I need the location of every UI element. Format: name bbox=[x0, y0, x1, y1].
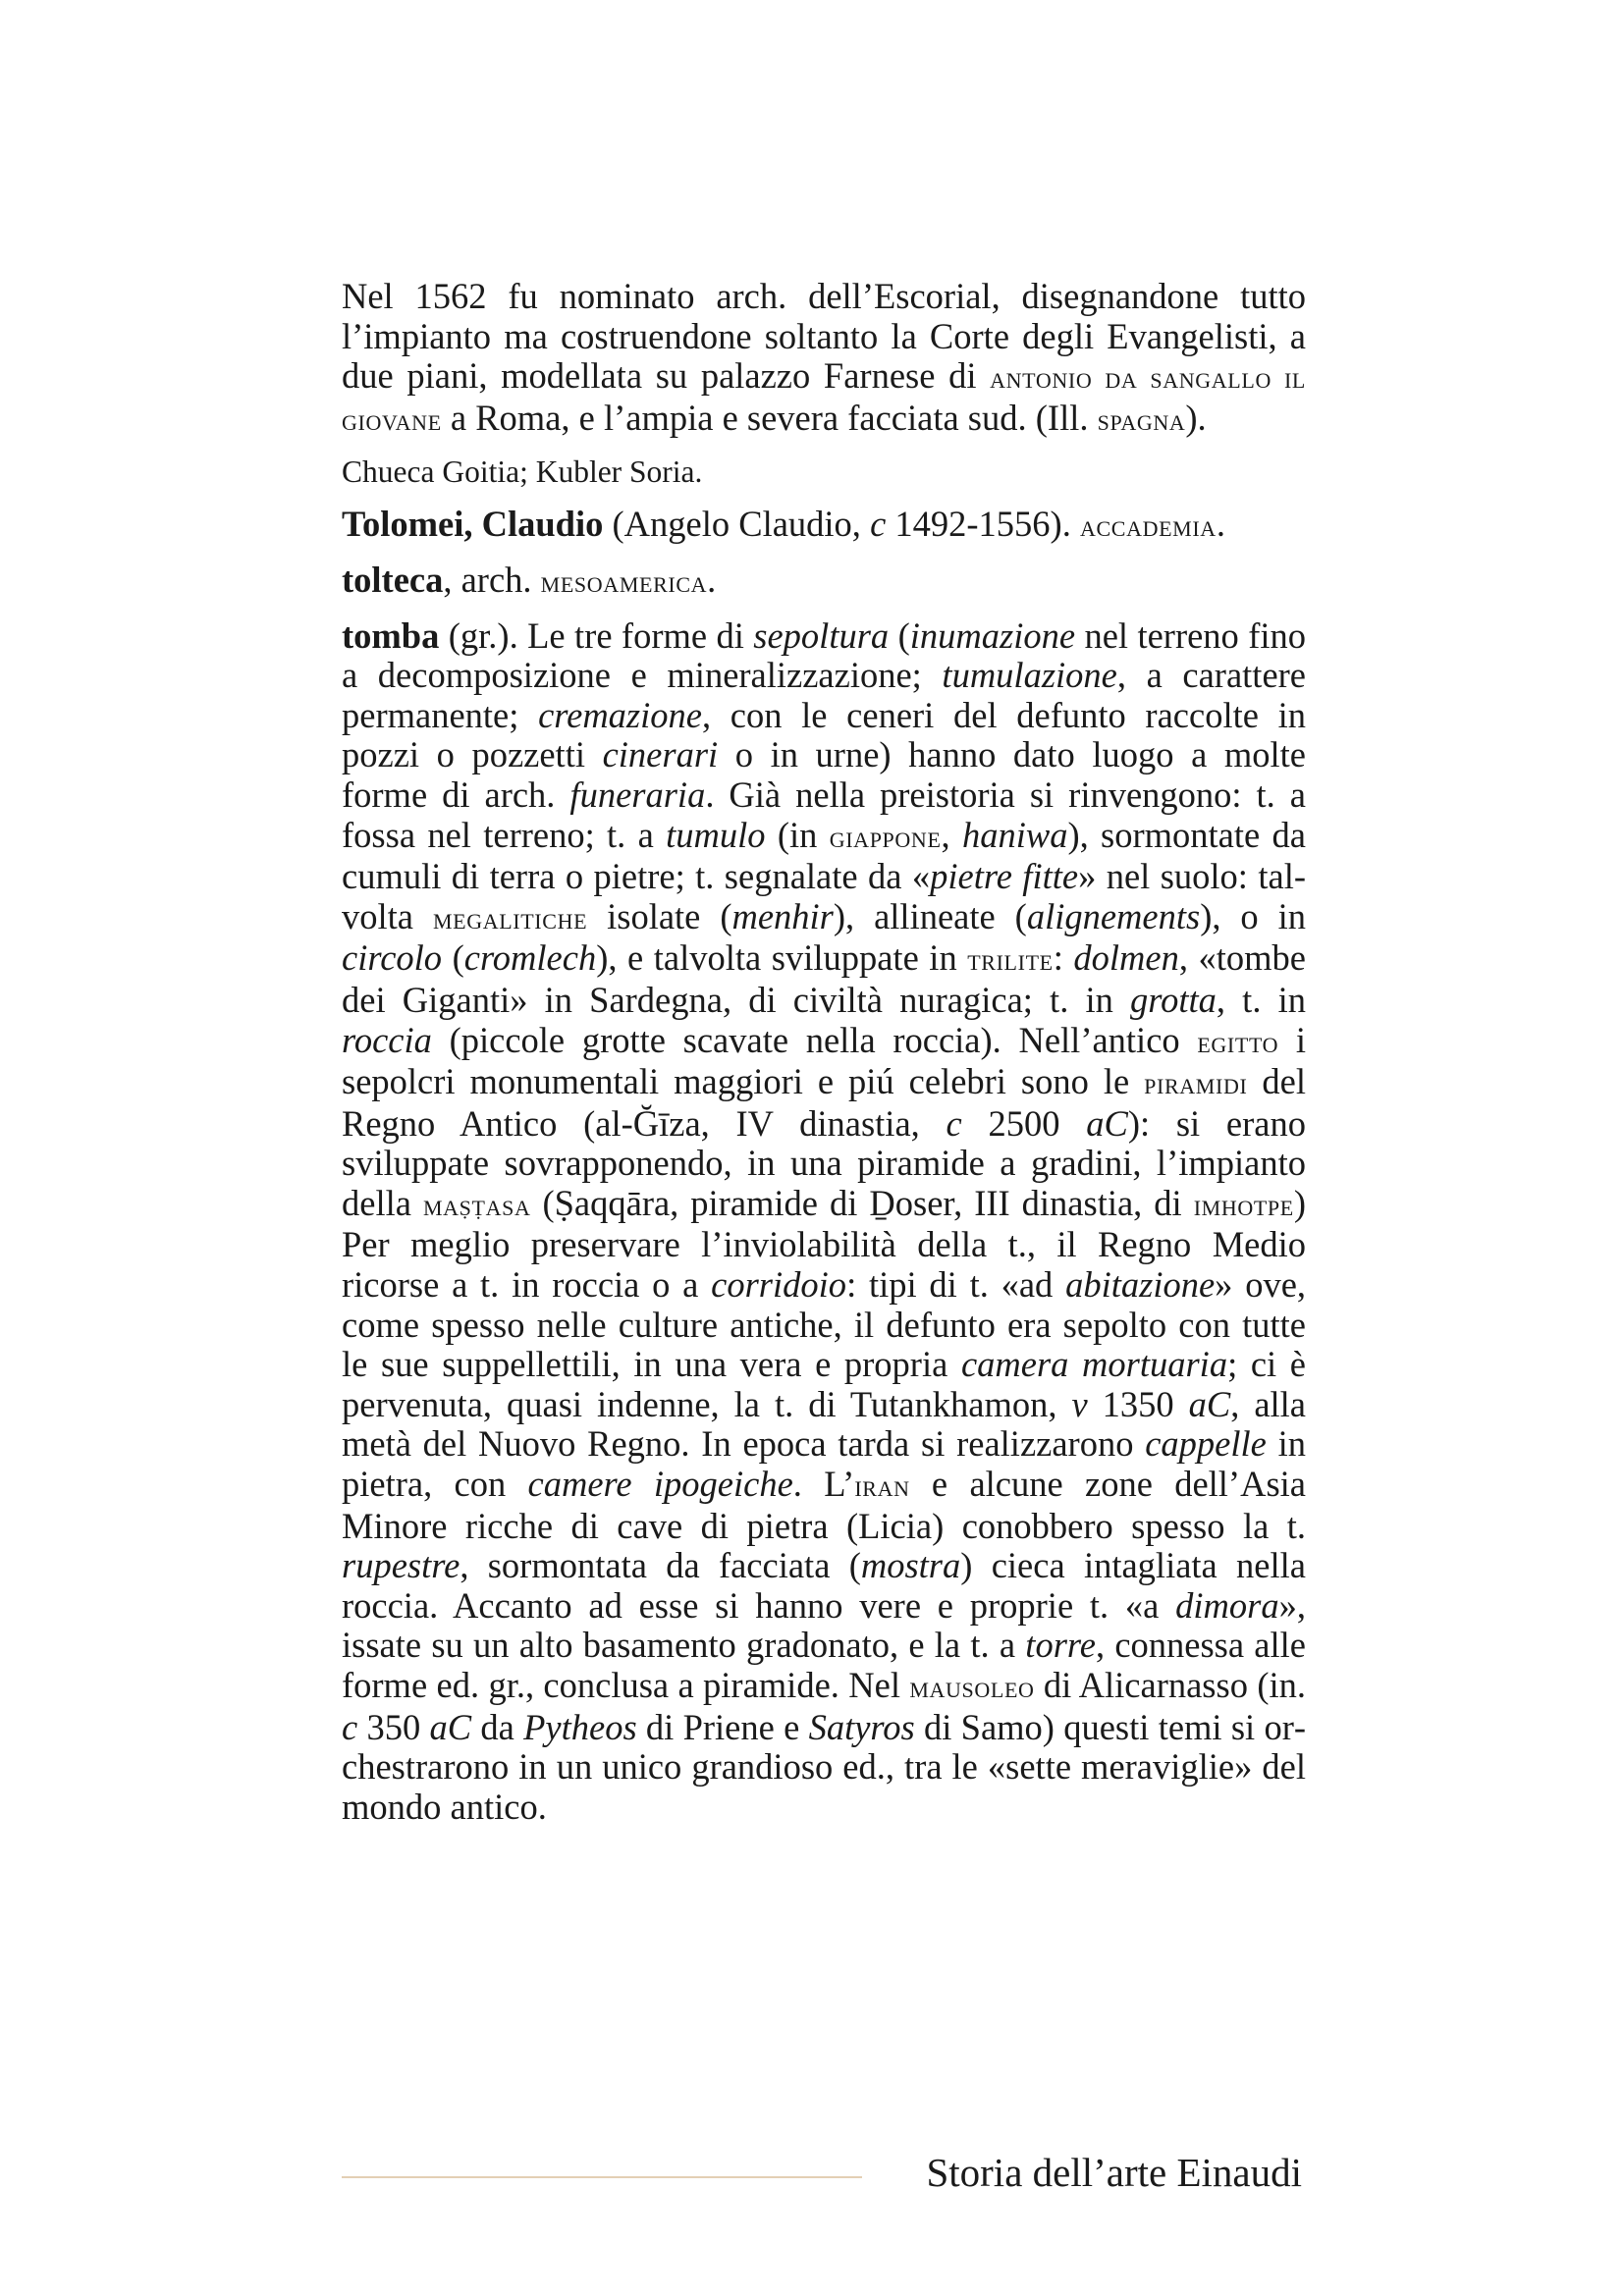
paragraph-escorial bbox=[342, 277, 1306, 440]
tomba-run: tumulazione bbox=[942, 655, 1117, 696]
tomba-run: mausoleo bbox=[909, 1670, 1035, 1704]
tomba-run: corridoio bbox=[711, 1264, 847, 1306]
tomba-run: . Già nella preistoria si rinvengono: t. a fossa nel terreno; t. a bbox=[342, 774, 1306, 855]
tolteca-run: . bbox=[707, 559, 717, 600]
tomba-run: torre bbox=[1025, 1625, 1096, 1666]
text-column bbox=[342, 277, 1306, 1827]
tomba-run: Pytheos bbox=[523, 1706, 637, 1747]
tolomei-run: 1492-1556). bbox=[886, 504, 1080, 545]
tomba-run: , sormontata da facciata ( bbox=[460, 1545, 861, 1586]
tomba-run: (piccole grotte scavate nella roccia). Nell’antico bbox=[431, 1019, 1198, 1060]
tomba-run: cromlech bbox=[463, 937, 597, 979]
tomba-run: c bbox=[342, 1706, 358, 1747]
escorial-paragraph-run: Nel 1562 fu nominato arch. dell’Escorial, disegnandone tutto l’impianto ma costruendone soltanto la Corte degli Evangelisti, a due piani, modellata su palazzo Farnese di bbox=[342, 276, 1306, 397]
tolteca-run: tolteca bbox=[342, 559, 444, 600]
tomba-run: : bbox=[1053, 937, 1074, 979]
tomba-run: cremazione bbox=[538, 694, 702, 735]
tomba-run: ( bbox=[889, 614, 910, 656]
tomba-run: aC bbox=[1188, 1383, 1231, 1424]
tomba-run: ), o in bbox=[1200, 895, 1307, 936]
tomba-run: egitto bbox=[1197, 1024, 1279, 1059]
tomba-run: , connessa alle forme ed. gr., conclusa a piramide. Nel bbox=[342, 1625, 1306, 1705]
tomba-run: », issate su un alto basamento gradonato, e la t. a bbox=[342, 1584, 1306, 1666]
tomba-run: . L’ bbox=[792, 1464, 855, 1505]
tomba-run: camera mortuaria bbox=[960, 1344, 1228, 1385]
tomba-run: (in bbox=[765, 814, 830, 855]
escorial-paragraph-run: spagna bbox=[1097, 401, 1186, 437]
tomba-run: ), e talvolta sviluppate in bbox=[596, 937, 968, 979]
tolomei-run: . bbox=[1216, 504, 1225, 545]
tomba-run: o in urne) hanno dato luogo a molte forme di arch. bbox=[342, 734, 1306, 815]
tomba-run: i sepolcri monumentali maggiori e piú celebri sono le bbox=[342, 1019, 1306, 1102]
tomba-run: , alla metà del Nuovo Regno. In epoca tarda si realizzarono bbox=[342, 1383, 1306, 1465]
tomba-run: ; ci è pervenuta, quasi indenne, la t. di Tutankhamon, bbox=[342, 1344, 1307, 1424]
tomba-run: camere ipogeiche bbox=[527, 1464, 793, 1505]
escorial-paragraph-run: ). bbox=[1185, 397, 1207, 438]
tomba-run: funeraria bbox=[569, 774, 706, 815]
tomba-run: roccia bbox=[342, 1019, 432, 1060]
tomba-run: pietre fitte bbox=[930, 856, 1079, 897]
tomba-run: ), allineate ( bbox=[833, 895, 1027, 936]
tomba-run: giappone bbox=[829, 819, 942, 854]
entry-tomba bbox=[342, 616, 1306, 1828]
bibliography-escorial bbox=[342, 454, 1306, 491]
tomba-run: da bbox=[471, 1706, 524, 1747]
tomba-run: aC bbox=[429, 1706, 472, 1747]
tomba-run: ) cieca intagliata nella roccia. Accanto ad esse si hanno vere e proprie t. «a bbox=[342, 1545, 1306, 1626]
tomba-run: » nel suolo: talvolta bbox=[342, 856, 1306, 936]
tomba-run: ): si erano sviluppate sovrapponendo, in una piramide a gradini, l’impianto della bbox=[342, 1102, 1306, 1223]
tomba-run: piramidi bbox=[1144, 1066, 1248, 1101]
tomba-run: di Samo) questi temi si orchestrarono in un unico grandioso ed., tra le «sette meraviglie» del mondo antico. bbox=[342, 1706, 1307, 1827]
tomba-run: rupestre bbox=[342, 1545, 460, 1586]
tomba-run: maṣṭasa bbox=[422, 1187, 531, 1222]
tomba-run: , t. in bbox=[1216, 979, 1306, 1020]
tolteca-run: mesoamerica bbox=[540, 563, 708, 599]
tolomei-run: c bbox=[870, 504, 887, 545]
tomba-run: iran bbox=[854, 1468, 910, 1504]
tomba-run: ), sormontate da cumuli di terra o pietre; t. segnalate da « bbox=[342, 814, 1306, 897]
tomba-run: haniwa bbox=[961, 814, 1068, 855]
escorial-paragraph-run: a Roma, e l’ampia e severa facciata sud. (Ill. bbox=[441, 397, 1098, 438]
tomba-run: nel terreno fino a decomposizione e mineralizzazione; bbox=[342, 614, 1306, 696]
tomba-run: c bbox=[946, 1102, 962, 1144]
tomba-run: imhotpe bbox=[1193, 1187, 1294, 1222]
tomba-run: grotta bbox=[1130, 979, 1217, 1020]
tomba-run: menhir bbox=[731, 895, 834, 936]
tomba-run: aC bbox=[1086, 1102, 1128, 1144]
tomba-run: Satyros bbox=[808, 1706, 915, 1747]
footer-rule bbox=[342, 2176, 862, 2178]
tomba-run: di Alicarnasso (in. bbox=[1034, 1665, 1306, 1705]
tomba-run: , «tombe dei Giganti» in Sardegna, di civiltà nuragica; t. in bbox=[342, 937, 1306, 1020]
tomba-run: in pietra, con bbox=[342, 1423, 1306, 1505]
tomba-run: e alcune zone dell’Asia Minore ricche di cave di pietra (Licia) conobbero spesso la t. bbox=[342, 1464, 1306, 1546]
tomba-run: circolo bbox=[342, 937, 443, 979]
tomba-run: : tipi di t. «ad bbox=[846, 1264, 1066, 1306]
tomba-run: ) Per meglio preservare l’inviolabilità della t., il Regno Medio ricorse a t. in roccia o a bbox=[342, 1182, 1307, 1306]
tomba-run: inumazione bbox=[909, 614, 1076, 656]
tomba-run: , a carattere permanente; bbox=[342, 655, 1306, 735]
tomba-run: ( bbox=[442, 937, 464, 979]
tomba-run: 350 bbox=[357, 1706, 430, 1747]
tomba-run: abitazione bbox=[1065, 1264, 1216, 1306]
tomba-run: isolate ( bbox=[587, 895, 732, 936]
tomba-run: (Ṣaqqāra, piramide di Ḏoser, III dinastia, di bbox=[530, 1182, 1194, 1223]
footer-publisher: Storia dell’arte Einaudi bbox=[926, 2150, 1302, 2195]
tolteca-run: , arch. bbox=[443, 559, 541, 600]
tolomei-run: Tolomei, Claudio bbox=[342, 504, 604, 545]
escorial-biblio-run: Chueca Goitia; Kubler Soria. bbox=[342, 454, 703, 490]
tolomei-run: (Angelo Claudio, bbox=[603, 504, 871, 545]
tomba-run: dolmen bbox=[1073, 937, 1179, 979]
tomba-run: tomba bbox=[342, 614, 440, 656]
tomba-run: (gr.). Le tre forme di bbox=[439, 614, 754, 656]
tomba-run: , bbox=[941, 814, 962, 855]
tomba-run: , con le ceneri del defunto raccolte in pozzi o pozzetti bbox=[342, 694, 1306, 775]
tolomei-run: accademia bbox=[1079, 508, 1217, 544]
entry-tolomei bbox=[342, 505, 1306, 547]
tomba-run: 1350 bbox=[1087, 1383, 1189, 1424]
tomba-run: v bbox=[1071, 1383, 1088, 1424]
tomba-run: dimora bbox=[1175, 1584, 1279, 1626]
tomba-run: mostra bbox=[860, 1545, 961, 1586]
tomba-run: megalitiche bbox=[432, 900, 588, 935]
tomba-run: trilite bbox=[967, 942, 1054, 978]
entry-tolteca bbox=[342, 561, 1306, 603]
tomba-run: alignements bbox=[1026, 895, 1201, 936]
tomba-run: sepoltura bbox=[753, 614, 890, 656]
tomba-run: 2500 bbox=[961, 1102, 1087, 1144]
tomba-run: » ove, come spesso nelle culture antiche, il defunto era sepolto con tutte le sue suppellettili, in una vera e propria bbox=[342, 1264, 1307, 1385]
escorial-paragraph-run: antonio da sangallo il giovane bbox=[342, 360, 1306, 437]
tomba-run: di Priene e bbox=[636, 1706, 809, 1747]
tomba-run: tumulo bbox=[666, 814, 766, 855]
tomba-run: del Regno Antico (al-Ğīza, IV dinastia, bbox=[342, 1061, 1306, 1144]
tomba-run: cinerari bbox=[602, 734, 719, 775]
tomba-run: cappelle bbox=[1145, 1423, 1267, 1465]
